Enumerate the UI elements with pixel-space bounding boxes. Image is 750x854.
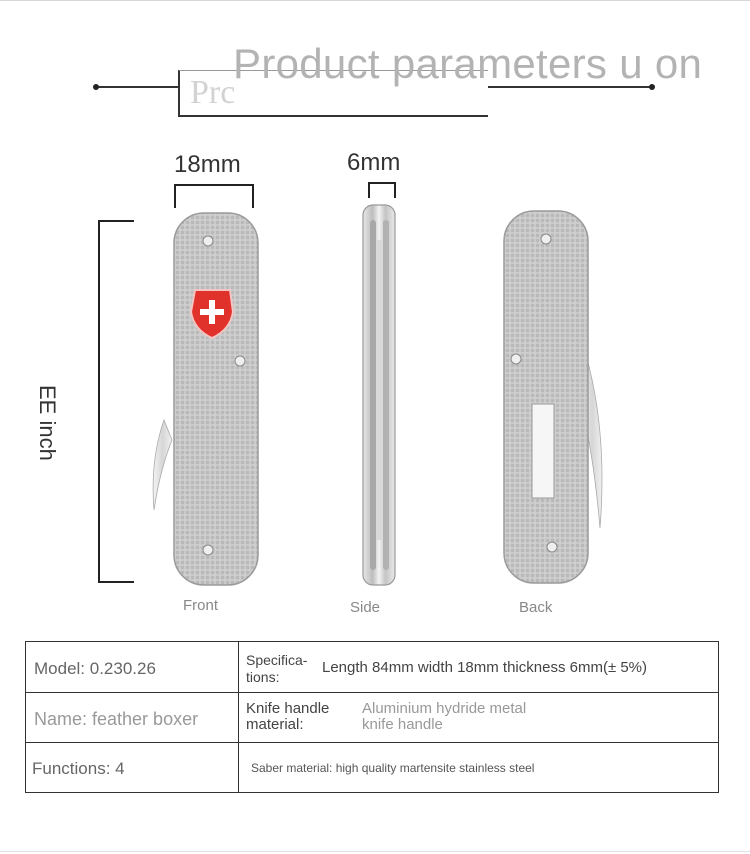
spec-table xyxy=(25,641,719,793)
spec-label-line-2: tions: xyxy=(246,669,280,685)
model-text: Model: 0.230.26 xyxy=(34,659,156,678)
spec-label xyxy=(246,652,307,686)
material-value-line-2: knife handle xyxy=(362,716,443,733)
width-dimension-tick-left xyxy=(174,184,176,208)
back-rivet-top xyxy=(541,234,551,244)
spec-row-name xyxy=(26,693,718,743)
thickness-dimension-tick-left xyxy=(368,182,370,198)
banner-line-left xyxy=(96,86,178,88)
material-value-line-1: Aluminium hydride metal xyxy=(362,700,527,717)
side-liner-left xyxy=(370,220,376,570)
spec-row-model xyxy=(26,642,718,693)
top-divider xyxy=(0,0,750,1)
back-view-label: Back xyxy=(519,599,553,616)
thickness-dimension-label: 6mm xyxy=(347,149,401,176)
front-handle xyxy=(174,213,258,585)
side-liner-right xyxy=(383,220,389,570)
name-cell xyxy=(26,693,239,742)
model-cell xyxy=(26,642,239,692)
back-rivet-bottom xyxy=(547,542,557,552)
front-rivet-bottom xyxy=(203,545,213,555)
front-rivet-middle xyxy=(235,356,245,366)
back-name-plate xyxy=(532,404,554,498)
name-text: Name: feather boxer xyxy=(34,709,199,729)
length-dimension-tick-bottom xyxy=(98,581,134,583)
knife-back-view xyxy=(490,208,610,590)
bottom-divider xyxy=(0,851,750,852)
back-handle xyxy=(504,211,588,583)
knife-front-view xyxy=(150,210,265,590)
spec-row-functions xyxy=(26,743,718,792)
spec-label-line-1: Specifica- xyxy=(246,652,308,668)
page-title: Product parameters u on xyxy=(233,40,703,87)
length-dimension-tick-top xyxy=(98,220,134,222)
width-dimension-label: 18mm xyxy=(174,151,241,178)
back-rivet-middle xyxy=(511,354,521,364)
knife-side-view xyxy=(355,200,405,590)
functions-text: Functions: 4 xyxy=(32,759,125,778)
length-dimension-line xyxy=(98,220,100,583)
spec-value: Length 84mm width 18mm thickness 6mm(± 5%) xyxy=(322,659,648,676)
material-label xyxy=(246,701,329,733)
thickness-dimension-tick-right xyxy=(394,182,396,198)
material-label-line-2: material: xyxy=(246,716,304,733)
material-value xyxy=(362,701,526,733)
front-view-label: Front xyxy=(183,597,219,614)
side-view-label: Side xyxy=(350,599,381,616)
functions-cell xyxy=(26,743,239,792)
front-blade-tip xyxy=(153,420,172,510)
saber-text: Saber material: high quality martensite stainless steel xyxy=(251,761,535,775)
width-dimension-tick-right xyxy=(252,184,254,208)
width-dimension-line xyxy=(174,184,254,186)
front-rivet-top xyxy=(203,236,213,246)
side-blade-spine xyxy=(376,240,383,540)
material-label-line-1: Knife handle xyxy=(246,700,330,717)
thickness-dimension-line xyxy=(368,182,396,184)
length-dimension-label: EE inch xyxy=(35,385,60,461)
banner-dot-left xyxy=(93,84,99,90)
banner-ghost-text: Prc xyxy=(190,74,236,111)
